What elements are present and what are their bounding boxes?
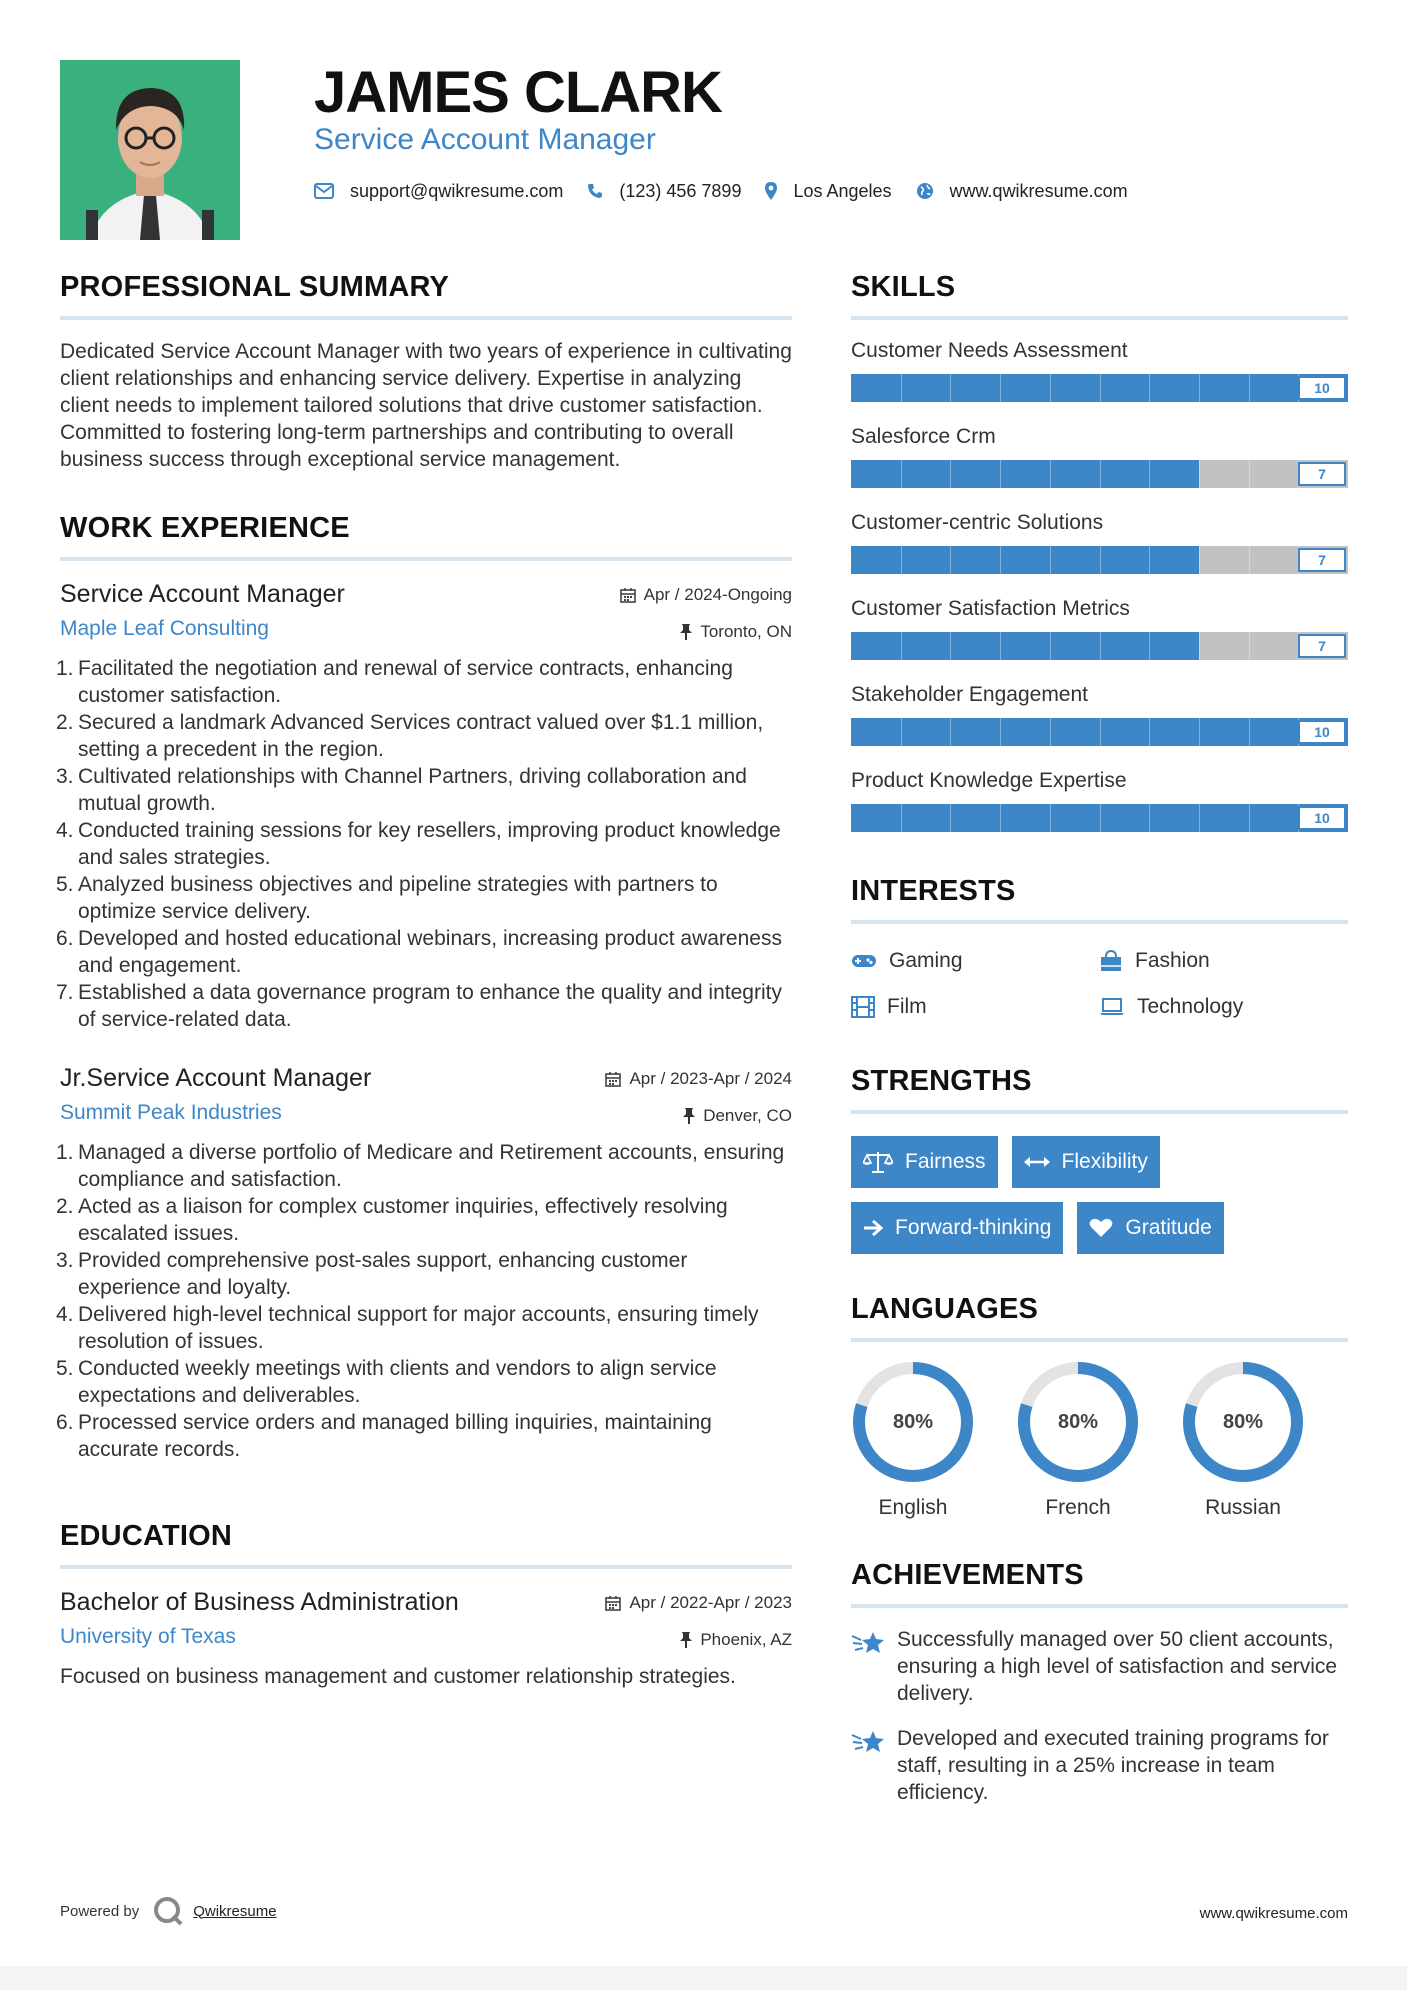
language-ring (1181, 1360, 1305, 1484)
shopping-bag-icon (1099, 950, 1123, 972)
skill-bar-segment (1199, 460, 1200, 488)
skill-bar-segment (1249, 718, 1250, 746)
skills-section (851, 270, 1348, 832)
skill-bar-segment (1050, 374, 1051, 402)
skill-bar-segment (1000, 374, 1001, 402)
skill-bar-segment (950, 804, 951, 832)
skill-bar-segment (950, 632, 951, 660)
list-item: 1. Facilitated the negotiation and renewal of service contracts, enhancing customer satisfaction. (56, 657, 733, 707)
job-company: Summit Peak Industries (60, 1101, 282, 1124)
degree-title: Bachelor of Business Administration (60, 1588, 459, 1616)
map-pin-icon (765, 182, 777, 200)
job-location (683, 1106, 792, 1126)
strengths-heading: STRENGTHS (851, 1065, 1032, 1097)
job-bullets (56, 1139, 792, 1463)
strength-tag (1012, 1136, 1160, 1188)
skill-bar-segment (1050, 546, 1051, 574)
skill-item (851, 682, 1348, 746)
qwikresume-logo-icon (153, 1896, 183, 1926)
achievement-text: Successfully managed over 50 client accounts, ensuring a high level of satisfaction and service delivery. (897, 1628, 1338, 1705)
email-text: support@qwikresume.com (350, 180, 564, 201)
interest-label: Gaming (889, 949, 963, 972)
list-item: 5. Analyzed business objectives and pipeline strategies with partners to optimize service delivery. (56, 873, 718, 923)
strength-label: Fairness (905, 1150, 986, 1173)
skill-label: Customer Satisfaction Metrics (851, 597, 1130, 620)
language-name: English (878, 1496, 948, 1519)
calendar-icon (620, 587, 636, 603)
skill-bar-segment (1000, 460, 1001, 488)
school-name: University of Texas (60, 1625, 236, 1648)
skill-bar-segment (1100, 804, 1101, 832)
skill-bar-segment (1199, 374, 1200, 402)
skill-bar-segment (950, 374, 951, 402)
brand-link[interactable]: Qwikresume (193, 1902, 277, 1920)
skill-bar-segment (1149, 632, 1150, 660)
skill-bar (851, 804, 1348, 832)
strength-tag (851, 1202, 1063, 1254)
arrow-right-icon (863, 1219, 883, 1237)
job-dates (605, 1069, 792, 1089)
skill-score: 10 (1298, 806, 1346, 830)
skill-bar-segment (1199, 804, 1200, 832)
bottom-strip (0, 1966, 1407, 1990)
skill-label: Customer Needs Assessment (851, 339, 1128, 362)
pushpin-icon (683, 1108, 695, 1124)
skill-bar-segment (1100, 632, 1101, 660)
skill-bar-segment (1149, 718, 1150, 746)
list-item: 2. Secured a landmark Advanced Services contract valued over $1.1 million, setting a precedent in the region. (56, 711, 764, 761)
summary-divider (60, 316, 792, 320)
language-name: Russian (1205, 1496, 1281, 1519)
achievements-heading: ACHIEVEMENTS (851, 1559, 1084, 1591)
skill-bar-segment (1050, 804, 1051, 832)
language-item (1181, 1360, 1346, 1520)
interest-item (851, 946, 1099, 976)
candidate-name: JAMES CLARK (314, 60, 722, 125)
phone-icon (587, 183, 603, 199)
job-location-text: Denver, CO (703, 1106, 792, 1125)
skill-item (851, 596, 1348, 660)
skill-bar-segment (1199, 718, 1200, 746)
skill-bar-segment (1050, 460, 1051, 488)
contact-location (765, 181, 891, 202)
skill-bar-segment (950, 718, 951, 746)
education-description: Focused on business management and customer relationship strategies. (60, 1665, 736, 1688)
skill-bar-segment (901, 718, 902, 746)
right-column (851, 270, 1348, 1806)
interest-label: Film (887, 995, 927, 1018)
skill-bar-segment (1100, 374, 1101, 402)
strength-label: Flexibility (1061, 1150, 1148, 1173)
summary-text: Dedicated Service Account Manager with two years of experience in cultivating client relationships and enhancing service delivery. Expertise in analyzing client needs to implement tailored solutions that drive customer satisfaction. Committed to fostering long-term partnerships and contributing to overall business success through exceptional service management. (60, 340, 792, 471)
skill-bar-segment (901, 374, 902, 402)
calendar-icon (605, 1595, 621, 1611)
education-dates (605, 1593, 792, 1613)
list-item: 5. Conducted weekly meetings with clients and vendors to align service expectations and deliverables. (56, 1357, 717, 1407)
phone-text: (123) 456 7899 (619, 180, 742, 201)
skills-heading: SKILLS (851, 271, 956, 303)
skill-bar (851, 718, 1348, 746)
language-percent: 80% (1222, 1411, 1264, 1433)
list-item: 6. Processed service orders and managed billing inquiries, maintaining accurate records. (56, 1411, 712, 1461)
skill-bar-segment (1100, 546, 1101, 574)
languages-list (851, 1360, 1348, 1520)
list-item: 3. Provided comprehensive post-sales support, enhancing customer experience and loyalty. (56, 1249, 688, 1299)
left-column (56, 270, 792, 1690)
interests-divider (851, 920, 1348, 924)
achievement-text: Developed and executed training programs for staff, resulting in a 25% increase in team efficiency. (897, 1727, 1329, 1804)
skill-bar-segment (901, 460, 902, 488)
interest-label: Technology (1137, 995, 1244, 1018)
contact-email[interactable] (314, 181, 563, 202)
skill-item (851, 768, 1348, 832)
strength-label: Forward-thinking (895, 1216, 1052, 1239)
skill-label: Stakeholder Engagement (851, 683, 1088, 706)
language-item (1016, 1360, 1181, 1520)
skill-bar-segment (1000, 804, 1001, 832)
job-title: Jr.Service Account Manager (60, 1064, 372, 1092)
footer-website[interactable]: www.qwikresume.com (1199, 1905, 1348, 1922)
skill-bar-segment (1249, 804, 1250, 832)
location-text: Los Angeles (793, 180, 892, 201)
laptop-icon (1099, 998, 1125, 1016)
footer-powered-by (60, 1896, 277, 1926)
skill-item (851, 424, 1348, 488)
strength-label: Gratitude (1125, 1216, 1212, 1239)
pushpin-icon (680, 624, 692, 640)
languages-divider (851, 1338, 1348, 1342)
achievement-item (851, 1626, 1348, 1707)
profile-photo (60, 60, 240, 240)
skill-bar-segment (901, 546, 902, 574)
skill-bar-fill (851, 546, 1199, 574)
contact-website[interactable] (916, 181, 1128, 202)
interest-item (851, 992, 1099, 1022)
language-item (851, 1360, 1016, 1520)
language-name: French (1045, 1496, 1111, 1519)
website-text: www.qwikresume.com (949, 180, 1128, 201)
skill-bar-segment (1050, 718, 1051, 746)
skill-bar-fill (851, 632, 1199, 660)
job-entry (56, 1063, 792, 1463)
skill-bar-segment (1149, 374, 1150, 402)
job-location (680, 622, 792, 642)
interest-item (1099, 946, 1347, 976)
job-company: Maple Leaf Consulting (60, 617, 269, 640)
balance-scale-icon (863, 1150, 893, 1174)
candidate-role: Service Account Manager (314, 123, 656, 156)
language-percent: 80% (1057, 1411, 1099, 1433)
job-location-text: Toronto, ON (700, 622, 792, 641)
skill-bar (851, 374, 1348, 402)
skill-bar-segment (1100, 460, 1101, 488)
skill-label: Customer-centric Solutions (851, 511, 1104, 534)
skill-bar (851, 460, 1348, 488)
skill-bar (851, 546, 1348, 574)
skill-label: Salesforce Crm (851, 425, 996, 448)
gamepad-icon (851, 953, 877, 969)
education-location-text: Phoenix, AZ (700, 1630, 792, 1649)
list-item: 1. Managed a diverse portfolio of Medicare and Retirement accounts, ensuring compliance and satisfaction. (56, 1141, 785, 1191)
skill-bar-segment (1149, 546, 1150, 574)
skill-bar-segment (1249, 546, 1250, 574)
heart-icon (1089, 1218, 1113, 1238)
skill-bar-segment (1249, 374, 1250, 402)
skill-bar-segment (1249, 632, 1250, 660)
globe-icon (916, 182, 934, 200)
interests-heading: INTERESTS (851, 875, 1016, 907)
contact-bar (314, 178, 1152, 204)
languages-heading: LANGUAGES (851, 1293, 1039, 1325)
skill-bar-segment (1100, 718, 1101, 746)
achievement-item (851, 1725, 1348, 1806)
job-dates (620, 585, 792, 605)
skill-score: 7 (1298, 634, 1346, 658)
list-item: 2. Acted as a liaison for complex customer inquiries, effectively resolving escalated issues. (56, 1195, 728, 1245)
powered-by-text: Powered by (60, 1902, 140, 1920)
skill-label: Product Knowledge Expertise (851, 769, 1127, 792)
skill-score: 10 (1298, 720, 1346, 744)
job-bullets (56, 655, 792, 1033)
languages-section (851, 1292, 1348, 1520)
skill-bar-segment (1149, 804, 1150, 832)
education-location (680, 1630, 792, 1650)
shooting-star-icon (851, 1727, 885, 1755)
strengths-list (851, 1136, 1348, 1268)
skill-score: 10 (1298, 376, 1346, 400)
experience-section (56, 511, 792, 1463)
interest-label: Fashion (1135, 949, 1210, 972)
skill-bar-segment (1149, 460, 1150, 488)
job-dates-text: Apr / 2023-Apr / 2024 (629, 1069, 792, 1088)
summary-section (60, 270, 792, 473)
skill-item (851, 510, 1348, 574)
list-item: 7. Established a data governance program to enhance the quality and integrity of service-related data. (56, 981, 782, 1031)
film-icon (851, 996, 875, 1018)
skill-bar (851, 632, 1348, 660)
job-title: Service Account Manager (60, 580, 345, 608)
summary-heading: PROFESSIONAL SUMMARY (60, 271, 450, 303)
skill-bar-segment (1000, 632, 1001, 660)
contact-phone[interactable] (587, 181, 741, 202)
interest-item (1099, 992, 1347, 1022)
education-dates-text: Apr / 2022-Apr / 2023 (629, 1593, 792, 1612)
skill-bar-segment (950, 460, 951, 488)
skill-bar-segment (901, 804, 902, 832)
skill-bar-segment (901, 632, 902, 660)
skill-score: 7 (1298, 548, 1346, 572)
skill-item (851, 338, 1348, 402)
skill-bar-segment (1199, 546, 1200, 574)
interests-section (851, 874, 1348, 1022)
interests-list (851, 946, 1348, 1022)
strengths-divider (851, 1110, 1348, 1114)
job-dates-text: Apr / 2024-Ongoing (643, 585, 792, 604)
skill-bar-segment (1050, 632, 1051, 660)
education-heading: EDUCATION (60, 1520, 233, 1552)
skill-bar-fill (851, 460, 1199, 488)
job-entry (56, 579, 792, 1033)
experience-divider (60, 557, 792, 561)
education-section (60, 1519, 792, 1690)
language-percent: 80% (892, 1411, 934, 1433)
envelope-icon (314, 183, 334, 199)
skill-bar-segment (1000, 718, 1001, 746)
calendar-icon (605, 1071, 621, 1087)
skill-bar-segment (1000, 546, 1001, 574)
arrows-horizontal-icon (1024, 1155, 1050, 1169)
list-item: 6. Developed and hosted educational webinars, increasing product awareness and engagement. (56, 927, 782, 977)
education-divider (60, 1565, 792, 1569)
language-ring (851, 1360, 975, 1484)
achievements-divider (851, 1604, 1348, 1608)
achievements-section (851, 1558, 1348, 1806)
skill-bar-segment (950, 546, 951, 574)
skills-divider (851, 316, 1348, 320)
strength-tag (851, 1136, 998, 1188)
list-item: 3. Cultivated relationships with Channel Partners, driving collaboration and mutual growth. (56, 765, 747, 815)
pushpin-icon (680, 1632, 692, 1648)
skill-score: 7 (1298, 462, 1346, 486)
list-item: 4. Delivered high-level technical support for major accounts, ensuring timely resolution of issues. (56, 1303, 759, 1353)
strength-tag (1077, 1202, 1223, 1254)
shooting-star-icon (851, 1628, 885, 1656)
strengths-section (851, 1064, 1348, 1268)
skills-list (851, 338, 1348, 832)
language-ring (1016, 1360, 1140, 1484)
experience-heading: WORK EXPERIENCE (60, 512, 350, 544)
list-item: 4. Conducted training sessions for key resellers, improving product knowledge and sales strategies. (56, 819, 781, 869)
skill-bar-segment (1199, 632, 1200, 660)
skill-bar-segment (1249, 460, 1250, 488)
education-entry (60, 1587, 792, 1690)
